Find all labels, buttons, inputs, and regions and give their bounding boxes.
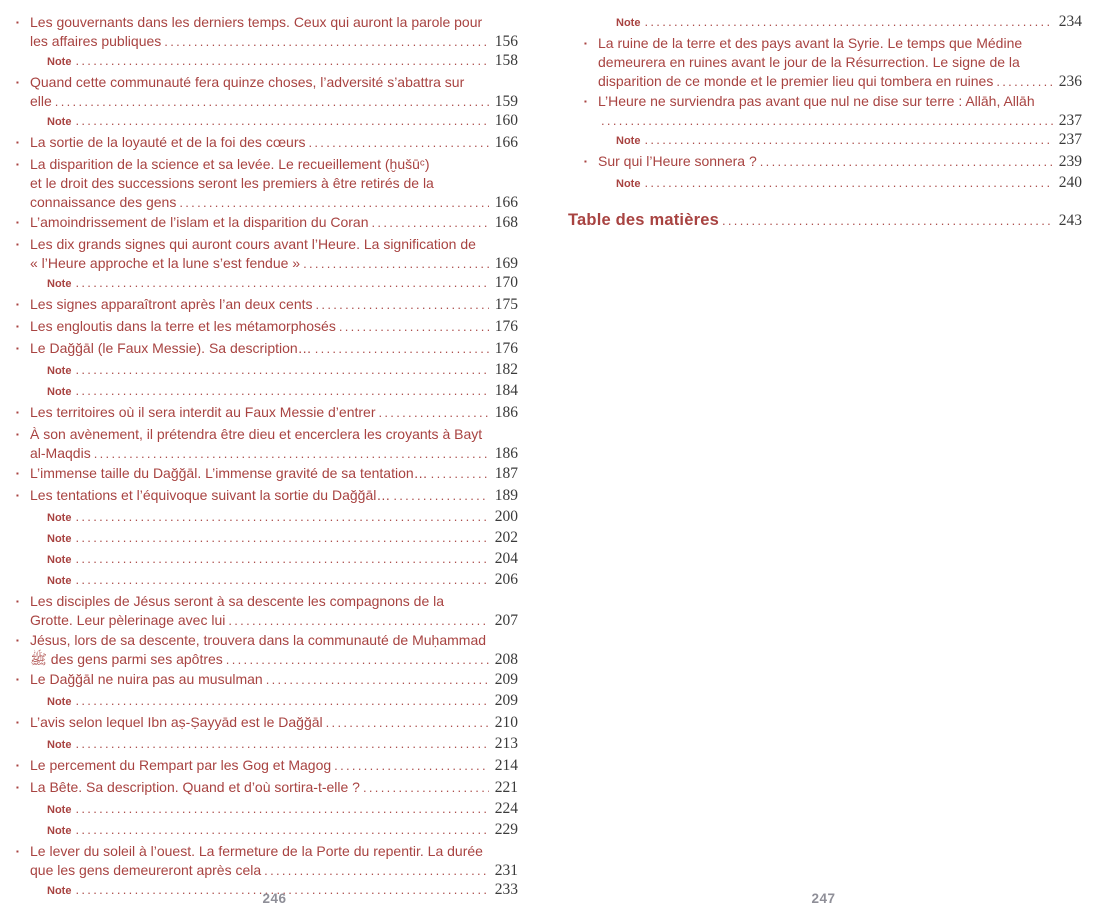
toc-entry-row: [16, 403, 518, 424]
toc-entry-row: [16, 213, 518, 234]
entry-line-text: Le Dağğāl ne nuira pas au musulman: [30, 671, 263, 687]
bullet-square-icon: [584, 34, 598, 91]
entry-body: [30, 155, 518, 212]
target-page-number: 208: [494, 651, 518, 668]
dot-leader: [760, 152, 1053, 171]
dot-leader: [378, 403, 488, 422]
note-label: Note: [47, 386, 72, 398]
target-page-number: 224: [494, 800, 518, 817]
target-page-number: 169: [494, 255, 518, 272]
entry-body: [30, 778, 518, 799]
entry-last-line: [30, 339, 518, 358]
target-page-number: 231: [494, 862, 518, 879]
entry-line-text: La sortie de la loyauté et de la foi des cœurs: [30, 134, 306, 150]
entry-line: Les dix grands signes qui auront cours avant l’Heure. La signification de: [30, 236, 476, 252]
entry-body: [30, 295, 518, 316]
entry-body: [30, 631, 518, 669]
toc-entry-row: [16, 756, 518, 777]
entry-line-text: ﷺ des gens parmi ses apôtres: [30, 651, 223, 667]
dot-leader: [303, 254, 489, 273]
dot-leader: [75, 273, 488, 292]
target-page-number: 204: [494, 550, 518, 567]
toc-entry-row: [16, 13, 518, 51]
toc-entry-row: [16, 631, 518, 669]
entry-body: [30, 317, 518, 338]
target-page-number: 166: [494, 194, 518, 211]
toc-note-row: [616, 173, 1082, 194]
entry-last-line: [30, 213, 518, 232]
dot-leader: [228, 611, 488, 630]
bullet-square-icon: [16, 713, 30, 734]
target-page-number: 236: [1058, 73, 1082, 90]
entry-last-line: [30, 317, 518, 336]
entry-line-text: Le percement du Rempart par les Gog et Magog: [30, 757, 332, 773]
entry-line: Quand cette communauté fera quinze choses, l’adversité s’abattra sur: [30, 74, 465, 90]
entry-body: [30, 486, 518, 507]
target-page-number: 168: [494, 214, 518, 231]
target-page-number: 210: [494, 714, 518, 731]
entry-body: [30, 464, 518, 485]
entry-line-text: Les tentations et l’équivoque suivant la sortie du Dağğāl…: [30, 487, 391, 503]
note-label: Note: [47, 739, 72, 751]
toc-entry-row: [16, 155, 518, 212]
entry-last-line: [30, 444, 518, 463]
bullet-square-icon: [16, 756, 30, 777]
target-page-number: 189: [494, 487, 518, 504]
bullet-square-icon: [16, 670, 30, 691]
target-page-number: 234: [1058, 13, 1082, 30]
dot-leader: [316, 295, 489, 314]
toc-note-row: [616, 12, 1082, 33]
entry-body: [30, 425, 518, 463]
target-page-number: 176: [494, 340, 518, 357]
entry-line: Les disciples de Jésus seront à sa descente les compagnons de la: [30, 593, 445, 609]
entry-last-line: [30, 611, 518, 630]
target-page-number: 176: [494, 318, 518, 335]
dot-leader: [75, 51, 488, 70]
entry-last-line: [598, 111, 1082, 130]
note-label: Note: [47, 885, 72, 897]
entry-line-text: disparition de ce monde et le premier lieu qui tombera en ruines: [598, 73, 994, 89]
toc-entry-row: [16, 842, 518, 880]
entry-line: Jésus, lors de sa descente, trouvera dans la communauté de Muḥammad: [30, 632, 487, 648]
toc-heading-row: [568, 208, 1082, 233]
target-page-number: 214: [494, 757, 518, 774]
entry-line: Le lever du soleil à l’ouest. La fermeture de la Porte du repentir. La durée: [30, 843, 483, 859]
entry-line-text: L’amoindrissement de l’islam et la disparition du Coran: [30, 214, 369, 230]
target-page-number: 209: [494, 671, 518, 688]
toc-note-row: [47, 734, 518, 755]
note-label: Note: [616, 17, 641, 29]
toc-note-row: [47, 528, 518, 549]
toc-entry-row: [16, 339, 518, 360]
target-page-number: 166: [494, 134, 518, 151]
bullet-square-icon: [16, 235, 30, 273]
target-page-number: 186: [494, 404, 518, 421]
target-page-number: 170: [494, 274, 518, 291]
entry-last-line: [30, 756, 518, 775]
toc-entry-row: [16, 133, 518, 154]
entry-line: Les gouvernants dans les derniers temps. Ceux qui auront la parole pour: [30, 14, 483, 30]
bullet-square-icon: [16, 631, 30, 669]
target-page-number: 156: [494, 33, 518, 50]
target-page-number: 243: [1058, 212, 1082, 229]
bullet-square-icon: [16, 133, 30, 154]
toc-note-row: [47, 111, 518, 132]
target-page-number: 237: [1058, 131, 1082, 148]
toc-entry-row: [16, 73, 518, 111]
dot-leader: [75, 799, 488, 818]
toc-entry-row: [16, 486, 518, 507]
bullet-square-icon: [16, 842, 30, 880]
target-page-number: 158: [494, 52, 518, 69]
bullet-square-icon: [16, 13, 30, 51]
toc-entry-row: [584, 152, 1082, 173]
entry-line-text: « l’Heure approche et la lune s’est fendue »: [30, 255, 301, 271]
bullet-square-icon: [16, 317, 30, 338]
entry-last-line: [30, 486, 518, 505]
dot-leader: [75, 381, 488, 400]
note-label: Note: [47, 575, 72, 587]
target-page-number: 213: [494, 735, 518, 752]
note-label: Note: [47, 365, 72, 377]
entry-line-text: elle: [30, 93, 52, 109]
dot-leader: [308, 133, 488, 152]
bullet-square-icon: [16, 778, 30, 799]
target-page-number: 202: [494, 529, 518, 546]
toc-entry-row: [16, 778, 518, 799]
note-label: Note: [47, 278, 72, 290]
dot-leader: [315, 339, 489, 358]
dot-leader: [339, 317, 489, 336]
entry-body: [30, 713, 518, 734]
entry-last-line: [30, 133, 518, 152]
toc-note-row: [47, 570, 518, 591]
entry-body: [598, 92, 1082, 130]
target-page-number: 233: [494, 881, 518, 898]
dot-leader: [601, 111, 1053, 130]
dot-leader: [326, 713, 489, 732]
entry-line-text: L’avis selon lequel Ibn aṣ-Ṣayyād est le Dağğāl: [30, 714, 323, 730]
bullet-square-icon: [16, 464, 30, 485]
dot-leader: [75, 360, 488, 379]
dot-leader: [334, 756, 489, 775]
bullet-square-icon: [16, 213, 30, 234]
dot-leader: [75, 570, 488, 589]
target-page-number: 200: [494, 508, 518, 525]
folio-page-number: 247: [811, 891, 836, 906]
entry-body: [30, 842, 518, 880]
toc-entry-row: [16, 295, 518, 316]
bullet-square-icon: [16, 425, 30, 463]
entry-last-line: [30, 713, 518, 732]
target-page-number: 207: [494, 612, 518, 629]
entry-line: demeurera en ruines avant le jour de la Résurrection. Le signe de la: [598, 54, 1020, 70]
note-label: Note: [47, 804, 72, 816]
toc-entry-row: [16, 592, 518, 630]
toc-entries-right: [568, 12, 1082, 233]
toc-entry-row: [16, 713, 518, 734]
toc-note-row: [47, 381, 518, 402]
entry-line: À son avènement, il prétendra être dieu et encerclera les croyants à Bayt: [30, 426, 483, 442]
dot-leader: [75, 820, 488, 839]
dot-leader: [996, 72, 1052, 91]
target-page-number: 229: [494, 821, 518, 838]
toc-entry-row: [16, 670, 518, 691]
note-label: Note: [47, 116, 72, 128]
entry-last-line: [30, 32, 518, 51]
entry-body: [30, 133, 518, 154]
dot-leader: [264, 861, 489, 880]
entry-last-line: [30, 861, 518, 880]
dot-leader: [94, 444, 489, 463]
toc-entry-row: [16, 317, 518, 338]
dot-leader: [75, 691, 488, 710]
entry-last-line: [30, 403, 518, 422]
entry-body: [598, 34, 1082, 91]
entry-body: [30, 756, 518, 777]
toc-note-row: [47, 799, 518, 820]
note-label: Note: [616, 135, 641, 147]
entry-last-line: [30, 650, 518, 669]
bullet-square-icon: [16, 339, 30, 360]
entry-last-line: [30, 778, 518, 797]
toc-note-row: [47, 507, 518, 528]
toc-note-row: [47, 273, 518, 294]
toc-entry-row: [16, 464, 518, 485]
folio-page-number: 246: [262, 891, 287, 906]
target-page-number: 160: [494, 112, 518, 129]
target-page-number: 240: [1058, 174, 1082, 191]
dot-leader: [226, 650, 489, 669]
dot-leader: [644, 173, 1052, 192]
entry-line-text: connaissance des gens: [30, 194, 177, 210]
entry-body: [30, 339, 518, 360]
note-label: Note: [47, 56, 72, 68]
bullet-square-icon: [584, 92, 598, 130]
entry-line-text: L’immense taille du Dağğāl. L’immense gravité de sa tentation…: [30, 465, 428, 481]
target-page-number: 221: [494, 779, 518, 796]
dot-leader: [55, 92, 489, 111]
note-label: Note: [47, 696, 72, 708]
toc-note-row: [47, 820, 518, 841]
dot-leader: [75, 734, 488, 753]
toc-entry-row: [584, 34, 1082, 91]
toc-note-row: [616, 130, 1082, 151]
bullet-square-icon: [16, 155, 30, 212]
target-page-number: 209: [494, 692, 518, 709]
entry-line-text: Sur qui l’Heure sonnera ?: [598, 153, 757, 169]
dot-leader: [644, 12, 1052, 31]
entry-line-text: Les signes apparaîtront après l’an deux cents: [30, 296, 313, 312]
entry-line-text: les affaires publiques: [30, 33, 162, 49]
dot-leader: [372, 213, 489, 232]
entry-line-text: Les engloutis dans la terre et les métamorphosés: [30, 318, 336, 334]
entry-last-line: [30, 193, 518, 212]
dot-leader: [393, 486, 488, 505]
entry-body: [30, 235, 518, 273]
entry-body: [30, 592, 518, 630]
entry-line-text: al-Maqdis: [30, 445, 91, 461]
entry-body: [598, 152, 1082, 173]
entry-last-line: [30, 295, 518, 314]
entry-last-line: [30, 464, 518, 483]
dot-leader: [363, 778, 489, 797]
entry-line-text: Les territoires où il sera interdit au Faux Messie d’entrer: [30, 404, 376, 420]
entry-line-text: Le Dağğāl (le Faux Messie). Sa description…: [30, 340, 312, 356]
entry-body: [30, 403, 518, 424]
bullet-square-icon: [16, 486, 30, 507]
entry-line: La disparition de la science et sa levée. Le recueillement (ḫušūᶜ): [30, 156, 430, 172]
dot-leader: [75, 549, 488, 568]
target-page-number: 159: [494, 93, 518, 110]
entry-body: [30, 73, 518, 111]
dot-leader: [75, 507, 488, 526]
entry-line-text: La Bête. Sa description. Quand et d’où sortira-t-elle ?: [30, 779, 360, 795]
entry-line: La ruine de la terre et des pays avant la Syrie. Le temps que Médine: [598, 35, 1023, 51]
entry-line: et le droit des successions seront les premiers à être retirés de la: [30, 175, 434, 191]
entry-body: [30, 213, 518, 234]
toc-entry-row: [584, 92, 1082, 130]
entry-line-text: que les gens demeureront après cela: [30, 862, 262, 878]
target-page-number: 184: [494, 382, 518, 399]
toc-entry-row: [16, 235, 518, 273]
target-page-number: 175: [494, 296, 518, 313]
dot-leader: [266, 670, 489, 689]
entry-last-line: [30, 92, 518, 111]
note-label: Note: [47, 825, 72, 837]
target-page-number: 206: [494, 571, 518, 588]
toc-note-row: [47, 360, 518, 381]
bullet-square-icon: [16, 592, 30, 630]
heading-title: Table des matières: [568, 211, 719, 229]
dot-leader: [644, 130, 1052, 149]
bullet-square-icon: [16, 73, 30, 111]
toc-entry-row: [16, 425, 518, 463]
dot-leader: [75, 111, 488, 130]
bullet-square-icon: [16, 403, 30, 424]
target-page-number: 182: [494, 361, 518, 378]
entry-last-line: [30, 254, 518, 273]
dot-leader: [75, 528, 488, 547]
bullet-square-icon: [584, 152, 598, 173]
dot-leader: [722, 209, 1053, 233]
toc-note-row: [47, 549, 518, 570]
entry-last-line: [30, 670, 518, 689]
dot-leader: [179, 193, 488, 212]
target-page-number: 239: [1058, 153, 1082, 170]
toc-entries-left: [16, 13, 518, 901]
entry-line-text: Grotte. Leur pèlerinage avec lui: [30, 612, 226, 628]
target-page-number: 187: [494, 465, 518, 482]
bullet-square-icon: [16, 295, 30, 316]
toc-note-row: [47, 691, 518, 712]
toc-note-row: [47, 51, 518, 72]
toc-page-right: [549, 0, 1098, 918]
note-label: Note: [47, 554, 72, 566]
target-page-number: 237: [1058, 112, 1082, 129]
note-label: Note: [47, 512, 72, 524]
note-label: Note: [616, 178, 641, 190]
entry-body: [30, 13, 518, 51]
entry-last-line: [598, 72, 1082, 91]
note-label: Note: [47, 533, 72, 545]
entry-body: [30, 670, 518, 691]
dot-leader: [431, 464, 489, 483]
entry-last-line: [598, 152, 1082, 171]
dot-leader: [164, 32, 488, 51]
target-page-number: 186: [494, 445, 518, 462]
entry-line: L’Heure ne surviendra pas avant que nul ne dise sur terre : Allāh, Allāh: [598, 93, 1035, 109]
